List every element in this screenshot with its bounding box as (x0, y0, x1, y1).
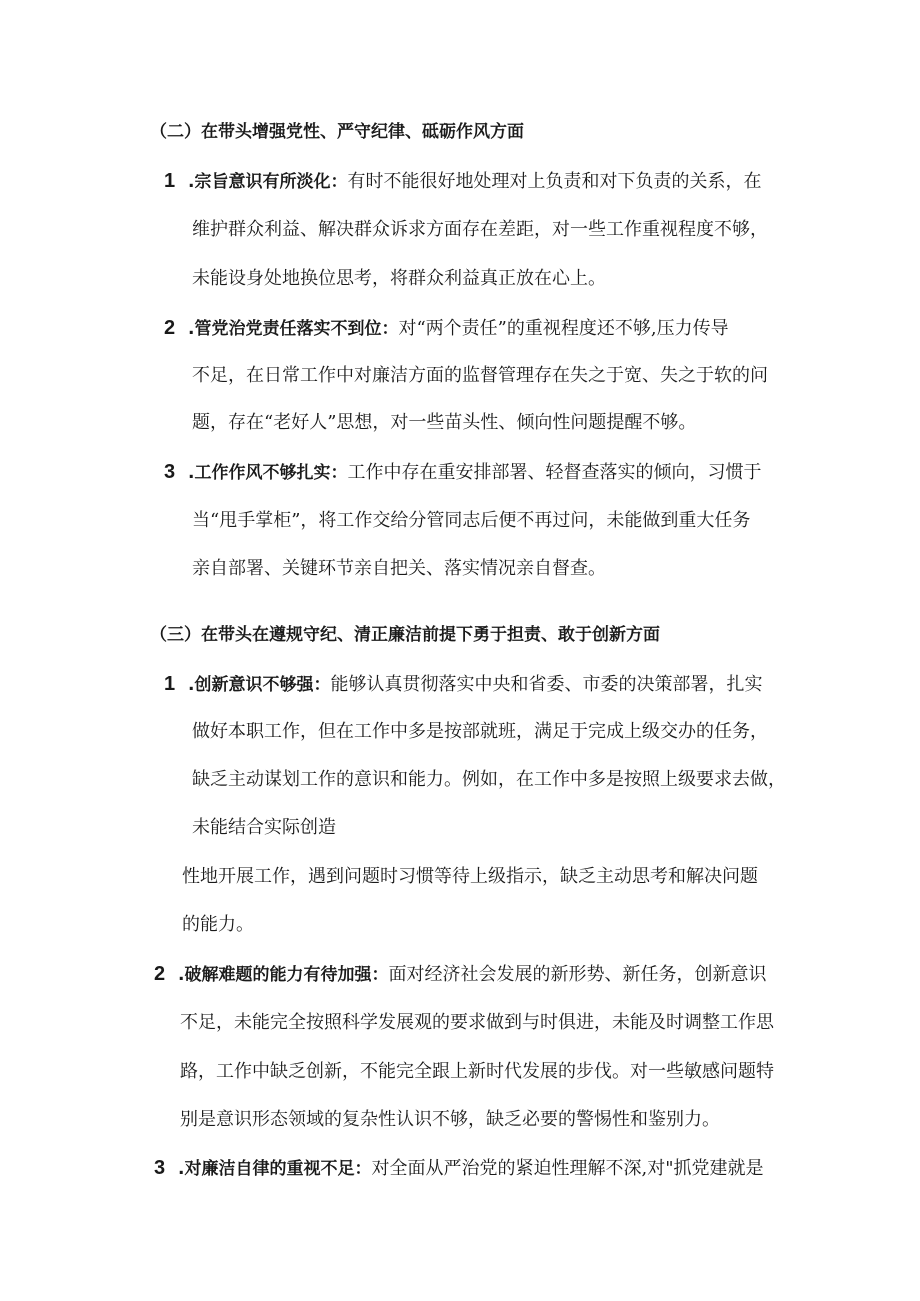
list-item (154, 961, 766, 988)
list-item (164, 168, 761, 195)
item-text-line: 缺乏主动谋划工作的意识和能力。例如，在工作中多是按照上级要求去做， (192, 769, 786, 790)
item-text: 对全面从严治党的紧迫性理解不深,对"抓党建就是 (371, 1158, 764, 1179)
item-number: 2 (154, 963, 166, 985)
item-label: .工作作风不够扎实： (188, 463, 348, 483)
item-text-line: 题，存在“老好人”思想，对一些苗头性、倾向性问题提醒不够。 (192, 412, 697, 433)
item-text: 对“两个责任”的重视程度还不够,压力传导 (398, 318, 729, 339)
item-text-line: 维护群众利益、解决群众诉求方面存在差距，对一些工作重视程度不够， (192, 219, 768, 240)
item-text-line: 亲自部署、关键环节亲自把关、落实情况亲自督查。 (192, 558, 606, 579)
item-number: 3 (154, 1157, 166, 1179)
item-text-line: 做好本职工作，但在工作中多是按部就班，满足于完成上级交办的任务， (192, 721, 768, 742)
list-item (164, 671, 762, 698)
item-label: .对廉洁自律的重视不足： (178, 1159, 372, 1179)
item-text: 能够认真贯彻落实中央和省委、市委的决策部署，扎实 (330, 674, 763, 695)
item-text-line: 当“甩手掌柜”，将工作交给分管同志后便不再过问，未能做到重大任务 (192, 510, 751, 531)
item-number: 2 (164, 317, 176, 339)
item-text: 有时不能很好地处理对上负责和对下负责的关系，在 (347, 171, 762, 192)
item-text-line: 的能力。 (182, 914, 254, 935)
item-text-line: 不足，在日常工作中对廉洁方面的监督管理存在失之于宽、失之于软的问 (192, 365, 768, 386)
list-item (164, 459, 761, 486)
item-text-line: 不足，未能完全按照科学发展观的要求做到与时俱进，未能及时调整工作思 (180, 1012, 774, 1033)
item-number: 1 (164, 673, 176, 695)
item-text: 面对经济社会发展的新形势、新任务，创新意识 (388, 964, 767, 985)
list-item (154, 1155, 763, 1182)
item-text-line: 未能设身处地换位思考，将群众利益真正放在心上。 (192, 268, 606, 289)
item-text-line: 性地开展工作，遇到问题时习惯等待上级指示，缺乏主动思考和解决问题 (182, 866, 758, 887)
list-item (164, 315, 729, 342)
item-text-line: 路，工作中缺乏创新，不能完全跟上新时代发展的步伐。对一些敏感问题特 (180, 1061, 774, 1082)
item-label: .破解难题的能力有待加强： (178, 965, 389, 985)
section-heading-3: （三）在带头在遵规守纪、清正廉洁前提下勇于担责、敢于创新方面 (150, 625, 660, 645)
item-label: .管党治党责任落实不到位： (188, 319, 399, 339)
item-number: 3 (164, 461, 176, 483)
item-text: 工作中存在重安排部署、轻督查落实的倾向，习惯于 (347, 462, 762, 483)
section-heading-2: （二）在带头增强党性、严守纪律、砥砺作风方面 (150, 122, 524, 142)
item-text-line: 未能结合实际创造 (192, 817, 336, 838)
item-label: .创新意识不够强： (188, 675, 331, 695)
item-number: 1 (164, 170, 176, 192)
item-text-line: 别是意识形态领域的复杂性认识不够，缺乏必要的警惕性和鉴别力。 (180, 1109, 720, 1130)
item-label: .宗旨意识有所淡化： (188, 172, 348, 192)
